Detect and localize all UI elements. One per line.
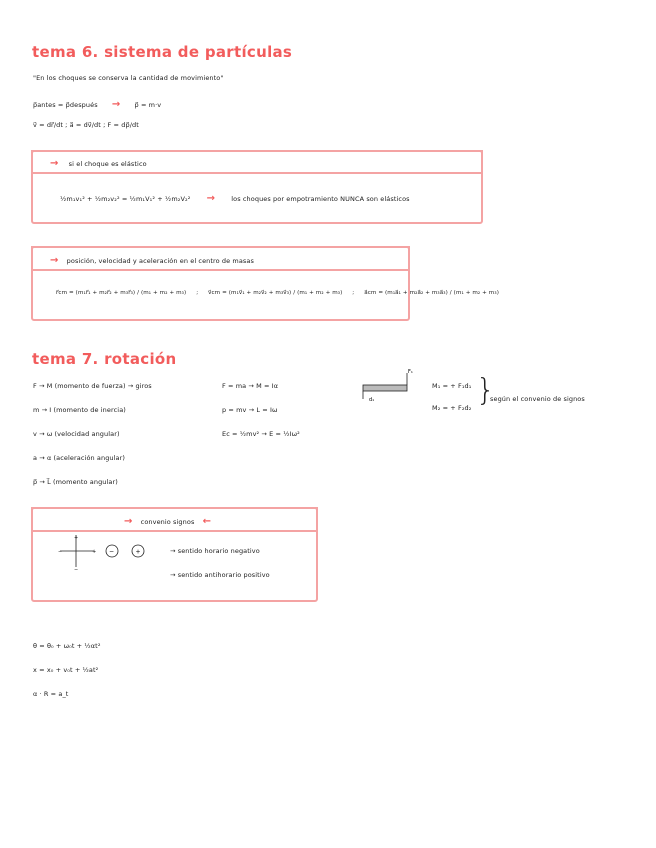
r-cm-equation: r⃗cm = (m₁r⃗₁ + m₂r⃗₂ + m₃r⃗₃) / (m₁ + m₂ + m₃) [56,290,187,296]
moment-1: M₁ = + F₁d₁ [432,382,472,390]
rotation-sign-diagram [58,533,158,573]
momentum-line [33,99,161,110]
derivatives-line: v⃗ = dr⃗/dt ; a⃗ = dv⃗/dt ; F = dp⃗/dt [33,121,139,129]
formula-newton: F = ma → M = Iα [222,382,279,390]
arrow-icon: → [206,193,216,204]
center-of-mass-header [50,255,254,266]
plus-sign-x: + [92,549,97,555]
sign-convention-header-text: convenio signos [140,518,195,526]
brace-icon: } [476,373,496,408]
moment-2: M₂ = + F₂d₂ [432,404,472,412]
analogy-3: v → ω (velocidad angular) [33,430,120,438]
arrow-icon: → [111,99,121,110]
beam-diagram [355,365,425,405]
cm-equations-row: r⃗cm = (m₁r⃗₁ + m₂r⃗₂ + m₃r⃗₃) / (m₁ + m₂ + m₃) ; v⃗cm = (m₁v⃗₁ + m₂v⃗₂ + m₃v⃗₃) / (m₁ + m₂ + m₃) ; a⃗cm = (m₁a⃗₁ + m₂a⃗₂ + m₃a⃗₃) / (m₁ + m₂ + m₃) [56,290,499,296]
linear-kinematics: x = x₀ + v₀t + ½at² [33,666,99,674]
a-cm-equation: a⃗cm = (m₁a⃗₁ + m₂a⃗₂ + m₃a⃗₃) / (m₁ + m₂ + m₃) [364,290,499,296]
beam-bar [363,385,407,391]
v-cm-equation: v⃗cm = (m₁v⃗₁ + m₂v⃗₂ + m₃v⃗₃) / (m₁ + m₂ + m₃) [208,290,343,296]
counterclockwise-positive: sentido antihorario positivo [177,571,270,579]
sign-convention-note: según el convenio de signos [490,395,585,403]
sign-convention-header [124,516,211,527]
svg-text:−: − [109,548,115,556]
arrow-icon: → [170,547,178,555]
formula-energy: Ec = ½mv² → E = ½Iω² [222,430,300,438]
minus-sign-y: − [74,567,79,573]
analogy-4: a → α (aceleración angular) [33,454,126,462]
clockwise-row [170,547,260,555]
arrow-icon: → [50,255,59,266]
minus-sign: − [58,549,63,555]
momentum-conservation: p⃗antes = p⃗después [33,101,98,109]
momentum-definition: p⃗ = m·v [134,101,162,109]
elastic-equation-row [60,193,410,204]
kinetic-energy-equation: ½m₁v₁² + ½m₂v₂² = ½m₁V₁² + ½m₂V₂² [60,195,191,203]
formula-momentum: p = mv → L = Iω [222,406,278,414]
tangential-relation: α · R = a_t [33,690,69,698]
svg-text:+: + [135,548,141,556]
arrow-icon: → [170,571,178,579]
analogy-5: p⃗ → L⃗ (momento angular) [33,478,118,486]
angular-kinematics: θ = θ₀ + ω₀t + ½αt² [33,642,101,650]
empotramiento-note: los choques por empotramiento NUNCA son elásticos [231,195,410,203]
plus-sign: + [74,535,79,541]
analogy-2: m → I (momento de inercia) [33,406,126,414]
arrow-icon: → [50,158,59,169]
tema7-title: tema 7. rotación [32,350,177,368]
elastic-header-text: si el choque es elástico [68,160,147,168]
beam-label-d1: d₁ [369,397,375,403]
elastic-collision-header [50,158,147,169]
clockwise-negative: sentido horario negativo [177,547,260,555]
conservation-quote: "En los choques se conserva la cantidad de movimiento" [33,74,224,82]
arrow-right-icon: → [124,516,133,527]
tema6-title: tema 6. sistema de partículas [32,43,293,61]
analogy-1: F → M (momento de fuerza) → giros [33,382,152,390]
center-of-mass-header-text: posición, velocidad y aceleración en el centro de masas [66,257,254,265]
counterclockwise-row [170,571,270,579]
beam-label-f1: F₁ [408,369,413,375]
arrow-left-icon: ← [202,516,212,527]
